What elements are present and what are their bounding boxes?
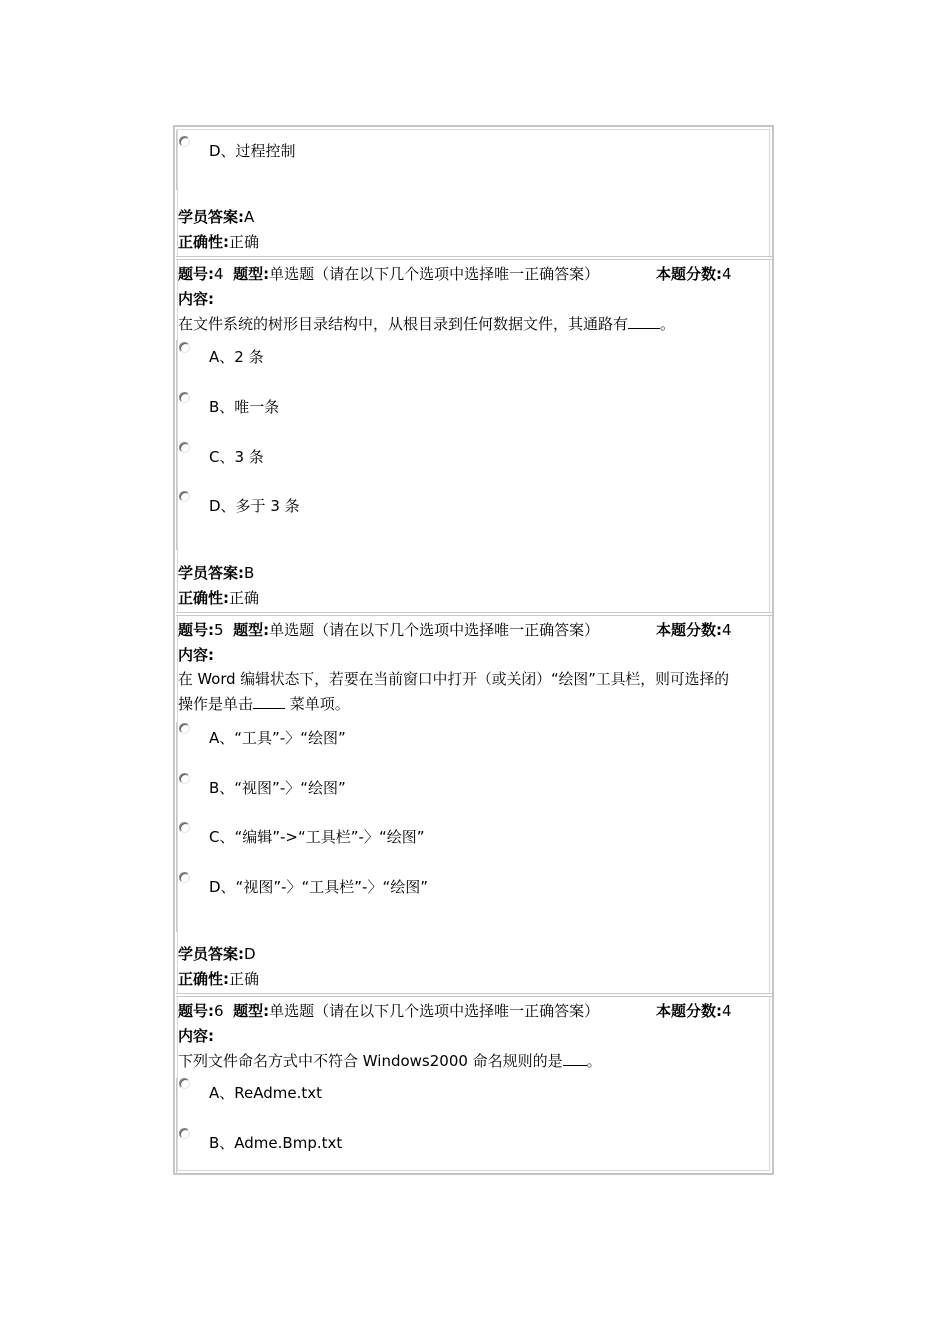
qtype-value: 单选题（请在以下几个选项中选择唯一正确答案） bbox=[269, 265, 600, 283]
option-radio-q6-a[interactable] bbox=[179, 1078, 190, 1089]
correctness-value: 正确 bbox=[229, 589, 260, 607]
option-radio-q4-a[interactable] bbox=[179, 342, 190, 353]
question-content-q5-line2 bbox=[178, 694, 350, 714]
question-header-q6 bbox=[178, 1001, 599, 1021]
content-label: 内容: bbox=[178, 1027, 214, 1045]
student-answer-label: 学员答案: bbox=[178, 564, 244, 582]
content-label: 内容: bbox=[178, 290, 214, 308]
correctness-row-q3 bbox=[178, 232, 259, 252]
option-radio-q5-c[interactable] bbox=[179, 822, 190, 833]
score-value: 4 bbox=[722, 621, 732, 639]
option-radio-q3-d[interactable] bbox=[179, 136, 190, 147]
student-answer-label: 学员答案: bbox=[178, 208, 244, 226]
option-label-q4-b: B、唯一条 bbox=[209, 398, 280, 416]
content-text-end: 。 bbox=[586, 1052, 602, 1070]
option-label-q6-a: A、ReAdme.txt bbox=[209, 1084, 323, 1102]
content-text-end: 。 bbox=[660, 315, 676, 333]
score-label: 本题分数: bbox=[656, 1002, 722, 1020]
option-radio-q4-d[interactable] bbox=[179, 491, 190, 502]
correctness-value: 正确 bbox=[229, 233, 260, 251]
option-label-q4-a: A、2 条 bbox=[209, 348, 264, 366]
option-label-q4-c: C、3 条 bbox=[209, 448, 264, 466]
question-header-q4 bbox=[178, 264, 599, 284]
qtype-label: 题型: bbox=[233, 1002, 270, 1020]
question-header-q5 bbox=[178, 620, 599, 640]
score-label: 本题分数: bbox=[656, 621, 722, 639]
qnum-value: 6 bbox=[214, 1002, 224, 1020]
question-separator bbox=[176, 612, 772, 616]
correctness-row-q5 bbox=[178, 969, 259, 989]
question-separator bbox=[176, 256, 772, 260]
qnum-label: 题号: bbox=[178, 265, 214, 283]
qnum-value: 4 bbox=[214, 265, 224, 283]
question-separator bbox=[176, 993, 772, 997]
qtype-value: 单选题（请在以下几个选项中选择唯一正确答案） bbox=[269, 621, 600, 639]
content-text: 操作是单击 bbox=[178, 695, 254, 713]
option-label-q5-b: B、“视图”-〉“绘图” bbox=[209, 779, 346, 797]
score-row-q5 bbox=[656, 620, 732, 640]
content-label: 内容: bbox=[178, 646, 214, 664]
option-radio-q6-b[interactable] bbox=[179, 1128, 190, 1139]
answer-blank bbox=[628, 314, 660, 329]
correctness-value: 正确 bbox=[229, 970, 260, 988]
question-content-q5-line1: 在 Word 编辑状态下，若要在当前窗口中打开（或关闭）“绘图”工具栏，则可选择的 bbox=[178, 671, 730, 688]
qnum-label: 题号: bbox=[178, 621, 214, 639]
option-radio-q4-c[interactable] bbox=[179, 442, 190, 453]
score-row-q4 bbox=[656, 264, 732, 284]
content-text-end: 菜单项。 bbox=[285, 695, 350, 713]
correctness-label: 正确性: bbox=[178, 233, 229, 251]
option-label-q4-d: D、多于 3 条 bbox=[209, 497, 300, 515]
student-answer-value: D bbox=[244, 945, 256, 963]
qtype-label: 题型: bbox=[233, 265, 270, 283]
qtype-label: 题型: bbox=[233, 621, 270, 639]
left-border bbox=[176, 130, 177, 190]
option-label-q5-a: A、“工具”-〉“绘图” bbox=[209, 729, 346, 747]
student-answer-label: 学员答案: bbox=[178, 945, 244, 963]
question-content-q6 bbox=[178, 1051, 602, 1071]
correctness-label: 正确性: bbox=[178, 970, 229, 988]
option-radio-q4-b[interactable] bbox=[179, 392, 190, 403]
qtype-value: 单选题（请在以下几个选项中选择唯一正确答案） bbox=[269, 1002, 600, 1020]
student-answer-value: B bbox=[244, 564, 255, 582]
option-radio-q5-d[interactable] bbox=[179, 872, 190, 883]
qnum-label: 题号: bbox=[178, 1002, 214, 1020]
student-answer-row-q3 bbox=[178, 207, 254, 227]
correctness-label: 正确性: bbox=[178, 589, 229, 607]
answer-blank bbox=[563, 1051, 587, 1066]
content-text: 下列文件命名方式中不符合 Windows2000 命名规则的是 bbox=[178, 1052, 563, 1070]
option-label-q3-d: D、过程控制 bbox=[209, 142, 296, 160]
content-text: 在文件系统的树形目录结构中，从根目录到任何数据文件，其通路有 bbox=[178, 315, 629, 333]
student-answer-value: A bbox=[244, 208, 255, 226]
option-radio-q5-a[interactable] bbox=[179, 723, 190, 734]
student-answer-row-q4 bbox=[178, 563, 254, 583]
score-row-q6 bbox=[656, 1001, 732, 1021]
option-label-q5-d: D、“视图”-〉“工具栏”-〉“绘图” bbox=[209, 878, 429, 896]
qnum-value: 5 bbox=[214, 621, 224, 639]
question-content-q4 bbox=[178, 314, 675, 334]
left-border bbox=[176, 722, 177, 932]
left-border bbox=[176, 1078, 177, 1173]
score-label: 本题分数: bbox=[656, 265, 722, 283]
correctness-row-q4 bbox=[178, 588, 259, 608]
option-label-q6-b: B、Adme.Bmp.txt bbox=[209, 1134, 343, 1152]
score-value: 4 bbox=[722, 265, 732, 283]
student-answer-row-q5 bbox=[178, 944, 256, 964]
option-radio-q5-b[interactable] bbox=[179, 773, 190, 784]
option-label-q5-c: C、“编辑”->“工具栏”-〉“绘图” bbox=[209, 828, 425, 846]
left-border bbox=[176, 340, 177, 550]
score-value: 4 bbox=[722, 1002, 732, 1020]
answer-blank bbox=[253, 694, 285, 709]
